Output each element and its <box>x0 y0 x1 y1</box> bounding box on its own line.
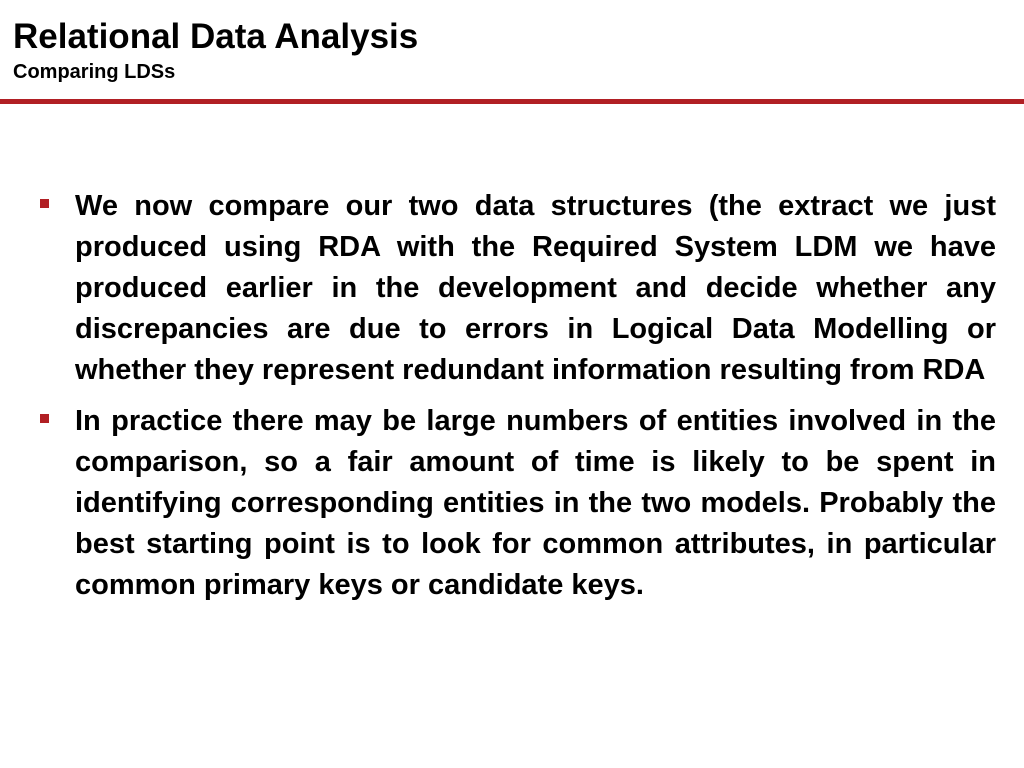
header-divider <box>0 99 1024 104</box>
bullet-text: In practice there may be large numbers of entities involved in the comparison, so a fair amount of time is likely to be spent in identifying corresponding entities in the two models. Probably the best starting point is to look for common attributes, in particular common primary keys or candidate keys. <box>75 405 996 601</box>
square-bullet-icon <box>40 199 49 208</box>
slide-subtitle: Comparing LDSs <box>13 61 176 83</box>
slide-body <box>40 186 996 616</box>
square-bullet-icon <box>40 414 49 423</box>
bullet-item <box>40 186 996 391</box>
bullet-text: We now compare our two data structures (the extract we just produced using RDA with the Required System LDM we have produced earlier in the development and decide whether any discrepancies are due to errors in Logical Data Modelling or whether they represent redundant information resulting from RDA <box>75 190 996 386</box>
slide-title: Relational Data Analysis <box>13 17 419 56</box>
slide-header <box>13 14 418 84</box>
bullet-item <box>40 401 996 606</box>
